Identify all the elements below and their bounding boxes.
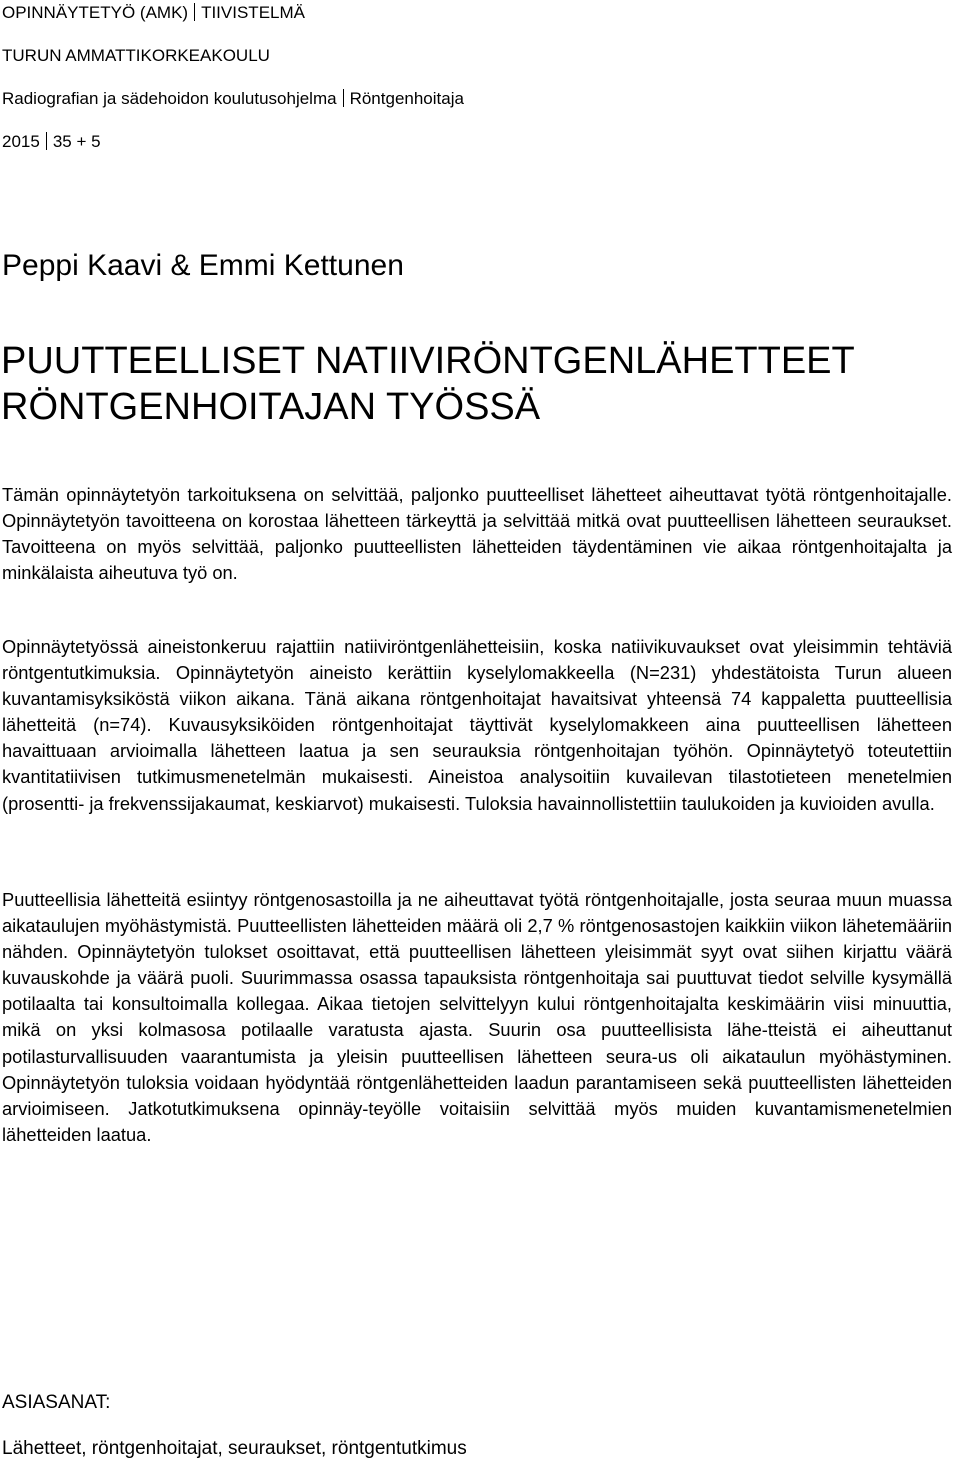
year-pages-line [2, 132, 101, 152]
institution: TURUN AMMATTIKORKEAKOULU [2, 46, 270, 65]
degree: Röntgenhoitaja [349, 89, 464, 108]
year: 2015 [2, 132, 40, 151]
separator [343, 89, 344, 107]
abstract-paragraph-3: Puutteellisia lähetteitä esiintyy röntgenosastoilla ja ne aiheuttavat työtä röntgenhoitajalle, josta seuraa muun muassa aikataulujen myöhästymistä. Puutteellisten lähetteiden määrä oli 2,7 % röntgenosastojen kaikkiin viikon lähetemääriin nähden. Opinnäytetyön tulokset osoittavat, että puutteellisen lähetteen yleisimmät syyt ovat siihen kirjattu väärä kuvauskohde ja väärä puoli. Suurimmassa osassa tapauksista röntgenhoitaja sai puuttuvat tiedot selville kysymällä potilaalta tai konsultoimalla kollegaa. Aikaa tietojen selvittelyyn kului röntgenhoitajalta keskimäärin viisi minuuttia, mikä on yksi kolmasosa potilaalle varatusta ajasta. Suurin osa puutteellisista lähe-tteistä ei aiheuttanut potilasturvallisuuden vaarantumista ja yleisin puutteellisen lähetteen seura-us oli aikataulun myöhästyminen. Opinnäytetyön tuloksia voidaan hyödyntää röntgenlähetteiden laadun parantamiseen sekä puutteellisten lähetteiden arvioimiseen. Jatkotutkimuksena opinnäy-teyölle voitaisiin selvittää myös muiden kuvantamismenetelmien lähetteiden laatua. [2, 889, 952, 1145]
abstract-paragraph-1: Tämän opinnäytetyön tarkoituksena on selvittää, paljonko puutteelliset lähetteet aiheuttavat työtä röntgenhoitajalle. Opinnäytetyön tavoitteena on korostaa lähetteen tärkeyttä ja selvittää mitkä ovat puutteellisen lähetteen seuraukset. Tavoitteena on myös selvittää, paljonko puutteellisten lähetteiden täydentäminen vie aikaa röntgenhoitajalta ja minkälaista aiheutuva työ on. [2, 484, 952, 584]
title-line-1: PUUTTEELLISET NATIIVIRÖNTGENLÄHETTEET [1, 340, 855, 382]
separator [46, 132, 47, 150]
thesis-title [1, 338, 855, 430]
document-type: TIIVISTELMÄ [201, 3, 305, 22]
abstract-paragraph-2: Opinnäytetyössä aineistonkeruu rajattiin natiiviröntgenlähetteisiin, koska natiivikuvaukset ovat yleisimmin tehtäviä röntgentutkimuksia. Opinnäytetyön aineisto kerättiin kyselylomakkeella (N=231) yhdestätoista Turun alueen kuvantamisyksiköstä viikon aikana. Tänä aikana röntgenhoitajat havaitsivat yhteensä 74 kappaletta puutteellisia lähetteitä (n=74). Kuvausyksiköiden röntgenhoitajat täyttivät kyselylomakkeen aina puutteellisen lähetteen havaittuaan arvioimalla lähetteen laatua ja sen seurauksia röntgenhoitajan työhön. Opinnäytetyö toteutettiin kvantitatiivisen tutkimusmenetelmän mukaisesti. Aineistoa analysoitiin kuvailevan tilastotieteen menetelmien (prosentti- ja frekvenssijakaumat, keskiarvot) mukaisesti. Tuloksia havainnollistettiin taulukoiden ja kuvioiden avulla. [2, 636, 952, 814]
thesis-type: OPINNÄYTETYÖ (AMK) [2, 3, 189, 22]
separator [194, 3, 195, 21]
programme-line [2, 89, 464, 109]
keywords: Lähetteet, röntgenhoitajat, seuraukset, röntgentutkimus [2, 1438, 467, 1459]
thesis-type-line [2, 3, 305, 23]
page-count: 35 + 5 [52, 132, 101, 151]
title-line-2: RÖNTGENHOITAJAN TYÖSSÄ [1, 386, 541, 428]
keywords-label: ASIASANAT: [2, 1392, 111, 1413]
authors: Peppi Kaavi & Emmi Kettunen [2, 249, 404, 282]
programme: Radiografian ja sädehoidon koulutusohjelma [2, 89, 337, 108]
